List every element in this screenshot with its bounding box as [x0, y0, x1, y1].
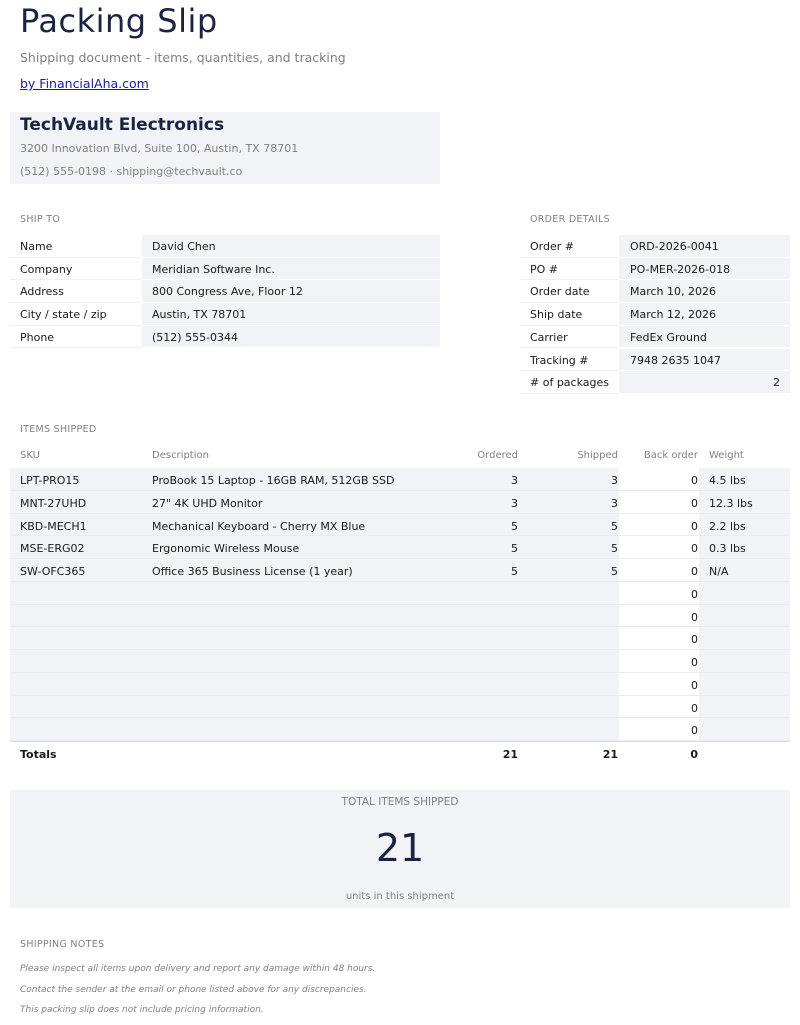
item-sku: SW-OFC365 — [20, 565, 86, 578]
sender-address: 3200 Innovation Blvd, Suite 100, Austin, TX 78701 — [20, 142, 299, 155]
item-shipped: 5 — [611, 565, 618, 578]
order-detail-value: March 10, 2026 — [630, 285, 717, 299]
order-detail-key: PO # — [530, 262, 559, 276]
item-back-order: 0 — [691, 610, 698, 624]
item-ordered: 5 — [511, 565, 518, 578]
item-back-order: 0 — [691, 633, 698, 647]
item-ordered: 5 — [511, 542, 518, 556]
ship-to-key: City / state / zip — [20, 308, 107, 322]
shipping-note: Please inspect all items upon delivery and report any damage within 48 hours. — [20, 964, 376, 974]
totals-ordered: 21 — [502, 748, 518, 761]
shipping-note: This packing slip does not include pricing information. — [20, 1005, 264, 1015]
item-shipped: 3 — [611, 496, 618, 510]
item-sku: MNT-27UHD — [20, 496, 87, 510]
order-detail-value: PO-MER-2026-018 — [630, 262, 731, 276]
item-weight: 0.3 lbs — [709, 542, 746, 556]
order-detail-key: Order date — [530, 285, 590, 299]
totals-divider — [10, 741, 790, 742]
order-detail-key: Ship date — [530, 308, 583, 322]
item-back-order: 0 — [691, 565, 698, 578]
ship-to-key: Phone — [20, 330, 55, 344]
order-detail-value: 7948 2635 1047 — [630, 353, 721, 367]
col-header-back-order: Back order — [643, 450, 698, 461]
item-back-order: 0 — [691, 587, 698, 601]
order-detail-value: March 12, 2026 — [630, 308, 717, 322]
ship-to-key: Company — [20, 262, 73, 276]
totals-shipped: 21 — [602, 748, 618, 761]
col-header-ordered: Ordered — [477, 450, 518, 461]
summary-unit: units in this shipment — [345, 891, 455, 902]
item-shipped: 3 — [611, 474, 618, 487]
order-details-label: ORDER DETAILS — [530, 214, 610, 225]
shipping-note: Contact the sender at the email or phone listed above for any discrepancies. — [20, 985, 367, 995]
ship-to-key: Address — [20, 285, 64, 299]
sender-name: TechVault Electronics — [20, 115, 225, 135]
item-back-order: 0 — [691, 656, 698, 669]
items-shipped-label: ITEMS SHIPPED — [20, 424, 97, 435]
ship-to-label: SHIP TO — [20, 214, 61, 225]
item-back-order: 0 — [691, 474, 698, 487]
order-detail-key: Carrier — [530, 330, 568, 344]
item-description: Office 365 Business License (1 year) — [152, 565, 353, 578]
totals-label: Totals — [20, 748, 57, 761]
ship-to-value: Meridian Software Inc. — [152, 262, 275, 276]
item-weight: 2.2 lbs — [709, 519, 746, 533]
item-description: 27" 4K UHD Monitor — [152, 496, 263, 510]
order-detail-key: Tracking # — [530, 353, 589, 367]
order-detail-value: ORD-2026-0041 — [630, 240, 719, 253]
col-header-shipped: Shipped — [577, 450, 618, 461]
shipping-notes-label: SHIPPING NOTES — [20, 939, 105, 950]
item-back-order: 0 — [691, 678, 698, 692]
item-weight: 4.5 lbs — [709, 474, 746, 487]
summary-label: TOTAL ITEMS SHIPPED — [341, 796, 459, 808]
ship-to-value: David Chen — [152, 240, 216, 253]
page-subtitle: Shipping document - items, quantities, and tracking — [20, 50, 346, 65]
item-back-order: 0 — [691, 724, 698, 738]
item-weight: 12.3 lbs — [709, 496, 753, 510]
item-description: Ergonomic Wireless Mouse — [152, 542, 300, 556]
ship-to-value: 800 Congress Ave, Floor 12 — [152, 285, 303, 299]
item-shipped: 5 — [611, 519, 618, 533]
item-ordered: 3 — [511, 474, 518, 487]
ship-to-value: (512) 555-0344 — [152, 330, 239, 344]
col-header-description: Description — [152, 450, 209, 461]
item-back-order: 0 — [691, 519, 698, 533]
item-ordered: 5 — [511, 519, 518, 533]
item-weight: N/A — [709, 565, 729, 578]
order-detail-key: Order # — [530, 240, 574, 253]
totals-back-order: 0 — [690, 748, 698, 761]
col-header-weight: Weight — [709, 450, 744, 461]
byline-link[interactable]: by FinancialAha.com — [20, 76, 149, 91]
page-title: Packing Slip — [20, 2, 218, 40]
order-detail-key: # of packages — [530, 376, 609, 390]
col-header-sku: SKU — [20, 450, 40, 461]
item-ordered: 3 — [511, 496, 518, 510]
item-description: ProBook 15 Laptop - 16GB RAM, 512GB SSD — [152, 474, 395, 487]
item-sku: MSE-ERG02 — [20, 542, 85, 556]
order-detail-value: 2 — [773, 376, 780, 390]
sender-contact: (512) 555-0198 · shipping@techvault.co — [20, 165, 243, 178]
ship-to-key: Name — [20, 240, 53, 253]
item-shipped: 5 — [611, 542, 618, 556]
item-back-order: 0 — [691, 701, 698, 715]
order-detail-value: FedEx Ground — [630, 330, 707, 344]
item-back-order: 0 — [691, 542, 698, 556]
item-description: Mechanical Keyboard - Cherry MX Blue — [152, 519, 366, 533]
ship-to-value: Austin, TX 78701 — [152, 308, 247, 322]
summary-value: 21 — [375, 826, 425, 870]
item-back-order: 0 — [691, 496, 698, 510]
item-sku: LPT-PRO15 — [20, 474, 80, 487]
item-sku: KBD-MECH1 — [20, 519, 87, 533]
